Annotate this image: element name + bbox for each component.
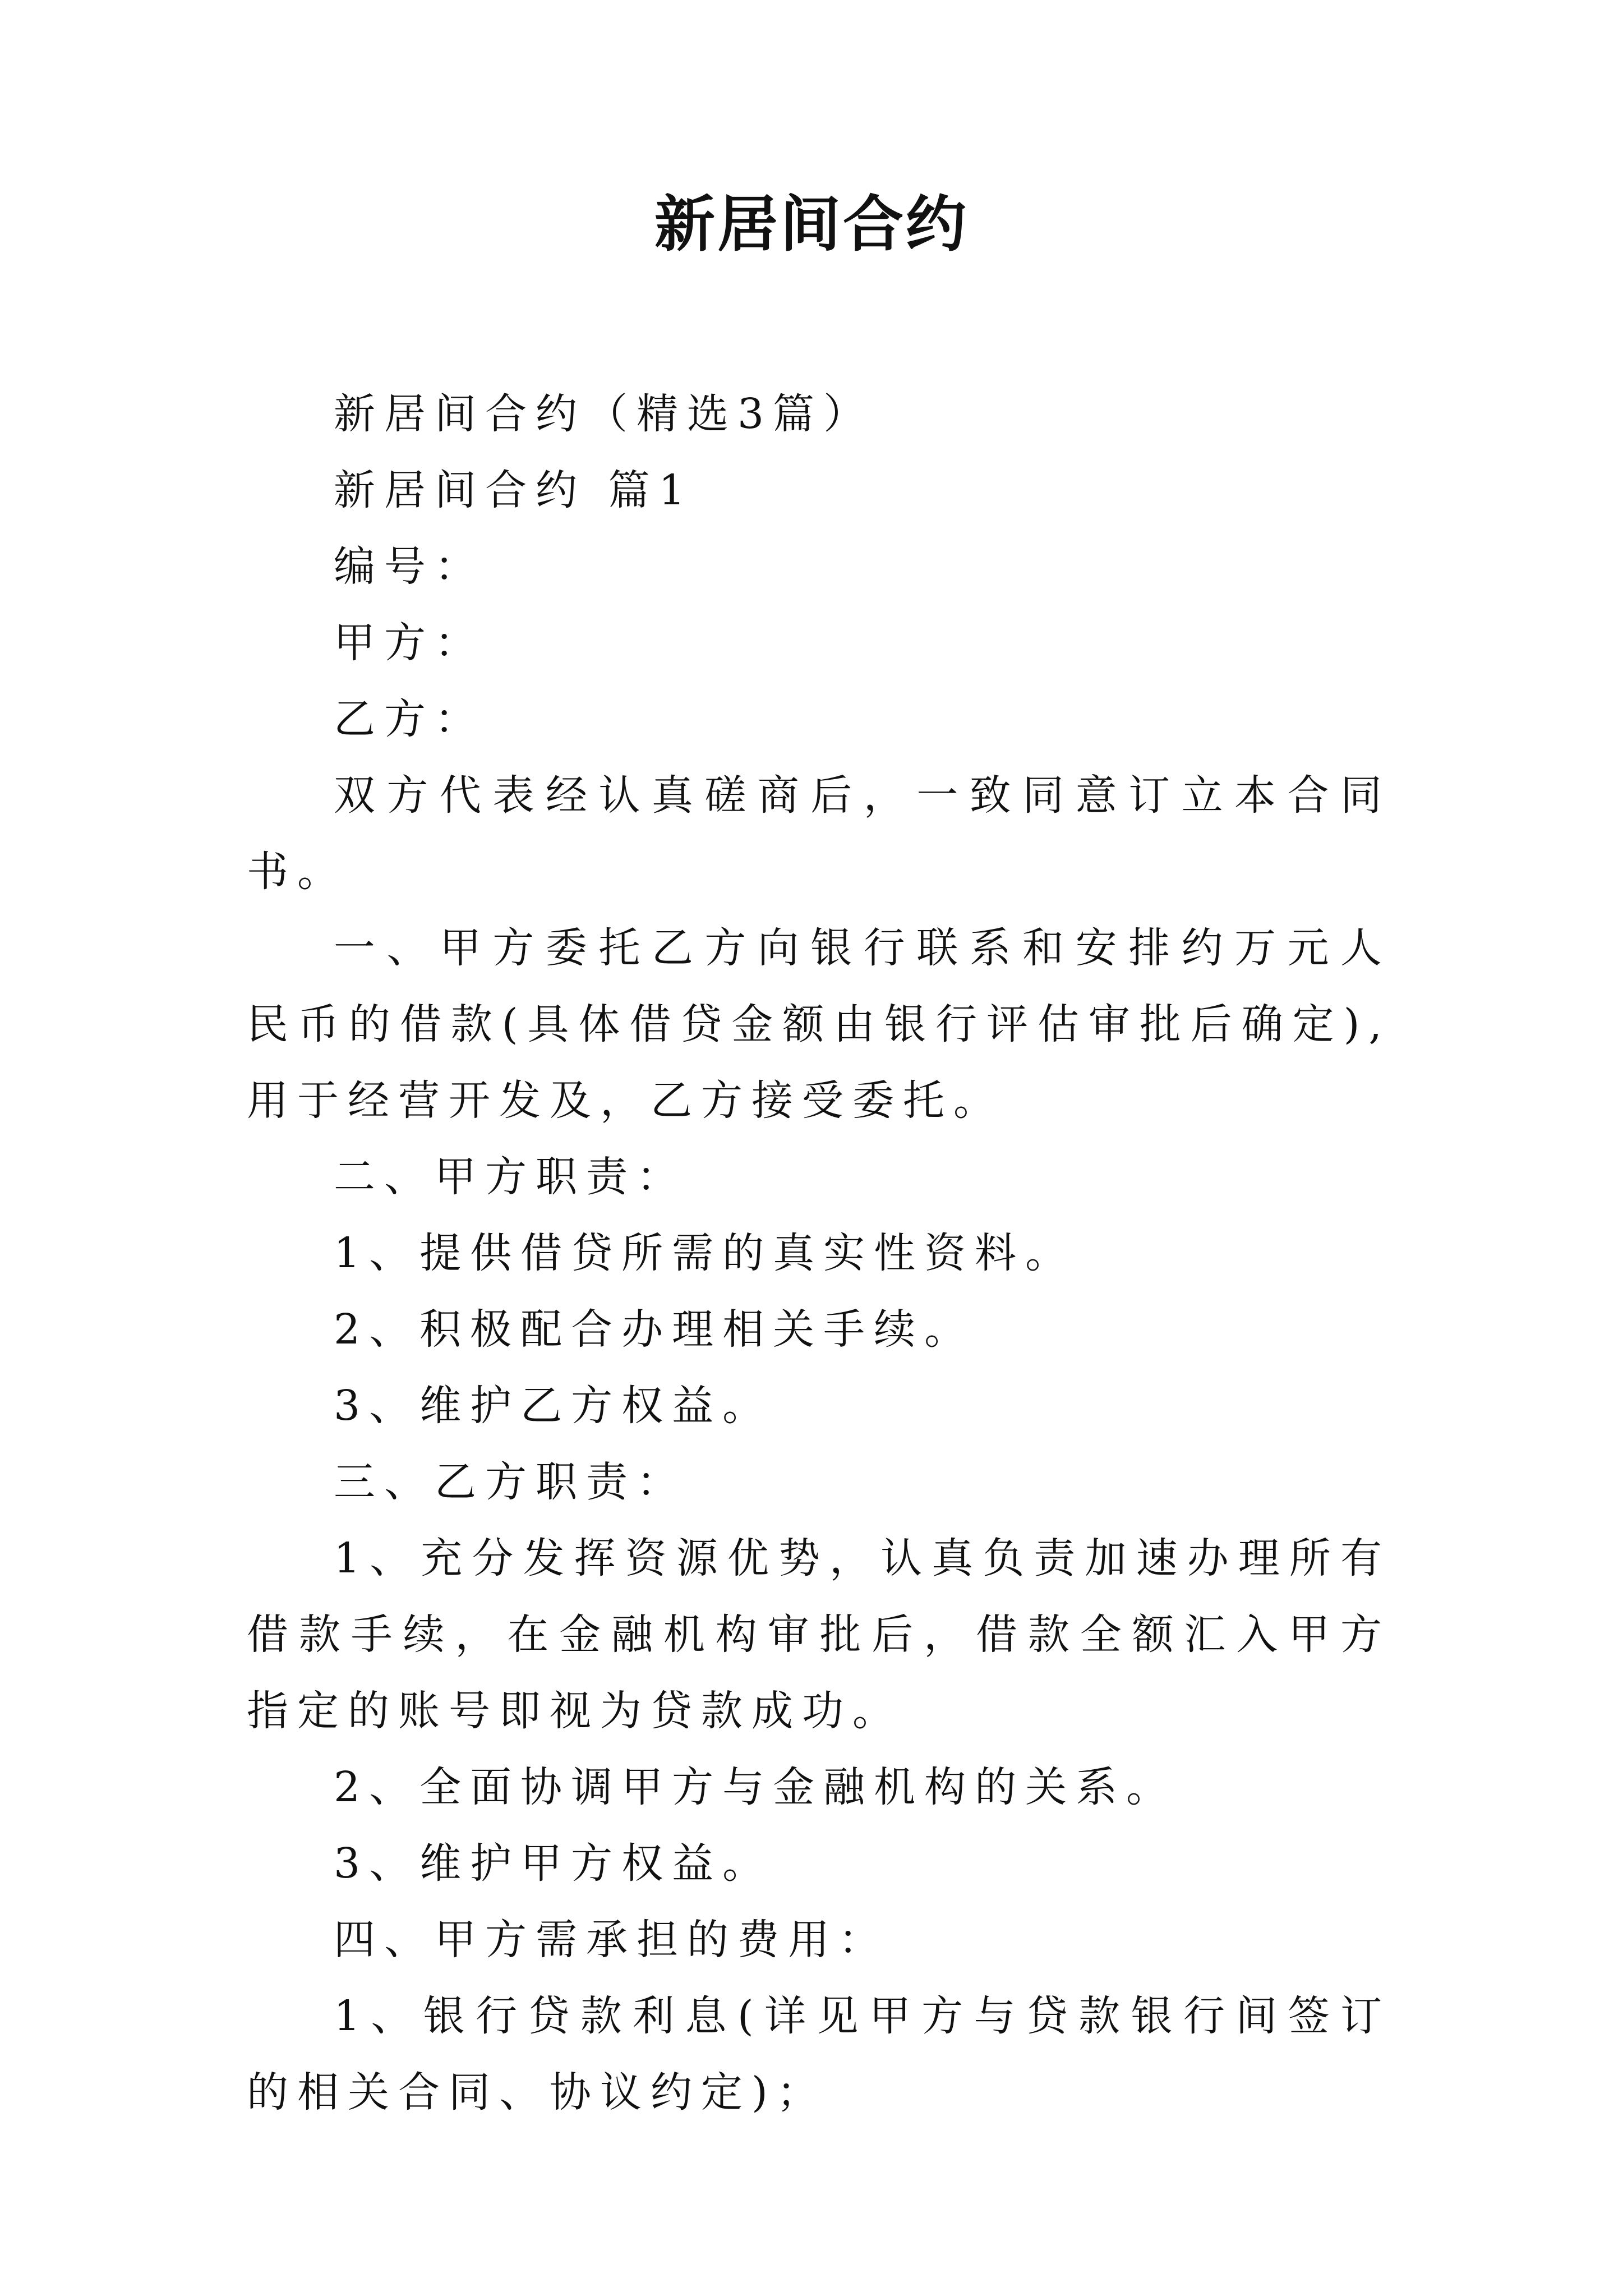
paragraph-clause-2-item-2: 2、积极配合办理相关手续。 xyxy=(334,1305,975,1354)
paragraph-preamble: 双方代表经认真磋商后，一致同意订立本合同书。 xyxy=(247,771,1391,896)
paragraph-part-heading: 新居间合约 篇1 xyxy=(334,466,694,514)
paragraph-collection-heading: 新居间合约（精选3篇） xyxy=(334,390,874,438)
paragraph-clause-3-item-1: 1、充分发挥资源优势，认真负责加速办理所有借款手续，在金融机构审批后，借款全额汇入甲方指定的账号即视为贷款成功。 xyxy=(247,1534,1391,1735)
paragraph-clause-2-item-1: 1、提供借贷所需的真实性资料。 xyxy=(334,1229,1076,1277)
paragraph-contract-number: 编号： xyxy=(334,542,485,591)
paragraph-clause-3-item-3: 3、维护甲方权益。 xyxy=(334,1839,773,1888)
document-title: 新居间合约 xyxy=(654,189,969,260)
paragraph-clause-2-heading: 二、甲方职责： xyxy=(334,1153,687,1201)
paragraph-clause-3-heading: 三、乙方职责： xyxy=(334,1458,687,1506)
paragraph-party-b: 乙方： xyxy=(334,695,485,743)
paragraph-clause-2-item-3: 3、维护乙方权益。 xyxy=(334,1382,773,1430)
paragraph-clause-3-item-2: 2、全面协调甲方与金融机构的关系。 xyxy=(334,1763,1177,1811)
paragraph-clause-4-item-1: 1、银行贷款利息(详见甲方与贷款银行间签订的相关合同、协议约定)； xyxy=(247,1992,1391,2116)
paragraph-clause-4-heading: 四、甲方需承担的费用： xyxy=(334,1916,889,1964)
document-body xyxy=(247,376,1391,2131)
paragraph-clause-1: 一、甲方委托乙方向银行联系和安排约万元人民币的借款(具体借贷金额由银行评估审批后确定),用于经营开发及，乙方接受委托。 xyxy=(247,924,1391,1125)
paragraph-party-a: 甲方： xyxy=(334,619,485,667)
